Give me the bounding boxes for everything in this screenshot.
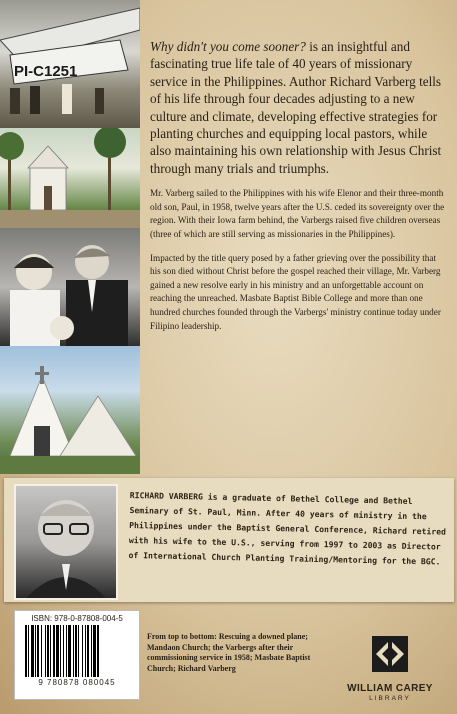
barcode-bar — [31, 625, 34, 677]
photo-strip — [0, 0, 140, 474]
barcode-bar — [28, 625, 29, 677]
publisher-logo-icon — [370, 634, 410, 674]
barcode-bar — [35, 625, 36, 677]
book-title-italic: Why didn't you come sooner? — [150, 39, 306, 54]
barcode-bar — [50, 625, 51, 677]
publisher-name: WILLIAM CAREY — [347, 683, 433, 694]
family-illustration — [0, 228, 140, 346]
barcode-bar — [60, 625, 61, 677]
barcode-bar — [37, 625, 39, 677]
barcode-bar — [47, 625, 49, 677]
plane-illustration — [0, 0, 140, 128]
photo-caption: From top to bottom: Rescuing a downed plane; Mandaon Church; the Varbergs after their commissioning service in 1958; Masbate Baptist Church; Richard Varberg — [147, 632, 311, 673]
photo-plane-rescue — [0, 0, 140, 128]
photo-masbate-church — [0, 346, 140, 474]
author-photo — [14, 484, 118, 600]
photo-mandaon-church — [0, 128, 140, 228]
barcode-bar — [82, 625, 83, 677]
publisher-sub: LIBRARY — [369, 695, 411, 702]
publisher-block — [340, 634, 440, 702]
author-portrait — [16, 486, 116, 598]
barcode-bar — [91, 625, 92, 677]
barcode-bar — [97, 625, 99, 677]
photo-varbergs-1958 — [0, 228, 140, 346]
barcode-box — [14, 610, 140, 700]
lead-text: is an insightful and fascinating true life tale of 40 years of missionary service in the Philippines. Author Richard Varberg tells of his life through four decades adjusting to a new culture and climate, developing effective strategies for planting churches and equipping local pastors, while also maintaining his own relationship with Jesus Christ through many trials and triumphs. — [150, 39, 442, 176]
barcode-bar — [53, 625, 55, 677]
paragraph-impacted: Impacted by the title query posed by a father grieving over the possibility that his son died without Christ before the gospel reached their village, Mr. Varberg gained a new resolve early in his ministry and an unforgettable account on reaching the unreached. Masbate Baptist Bible College and more than one hundred churches founded through the Varbergs' ministry continue today under Filipino leadership. — [150, 252, 441, 331]
barcode-bar — [25, 625, 27, 677]
barcode-bar — [63, 625, 64, 677]
paragraph-varberg-sailed: Mr. Varberg sailed to the Philippines with his wife Elenor and their three-month old son, Paul, in 1958, twelve years after the U.S. ceded its sovereignty over the region. With their Iowa farm behind, the Varbergs raised five children overseas (three of which are still serving as missionaries in the Philippines). — [150, 188, 445, 240]
barcode-bar — [45, 625, 46, 677]
barcode-bar — [87, 625, 89, 677]
lead-paragraph — [150, 38, 445, 177]
barcode-bar — [85, 625, 86, 677]
barcode-number: 9 780878 080045 — [38, 678, 116, 687]
barcode-bar — [66, 625, 67, 677]
plane-registration: PI-C1251 — [14, 63, 78, 80]
author-bio-card — [4, 478, 454, 602]
barcode-bar — [73, 625, 74, 677]
barcode-bar — [68, 625, 71, 677]
author-bio: RICHARD VARBERG is a graduate of Bethel College and Bethel Seminary of St. Paul, Minn. After 40 years of ministry in the Philippines under the Baptist General Conference, Richard retired with his wife to the U.S., serving from 1997 to 2003 as Director of International Church Planting Training/Mentoring for the BGC. — [128, 489, 447, 567]
church-illustration — [0, 128, 140, 228]
barcode-bar — [78, 625, 79, 677]
masbate-church-illustration — [0, 346, 140, 474]
barcode-bar — [41, 625, 42, 677]
isbn-text: ISBN: 978-0-87808-004-5 — [31, 614, 123, 623]
barcode-bar — [56, 625, 59, 677]
barcode-bar — [93, 625, 96, 677]
barcode-bar — [75, 625, 77, 677]
back-cover-text — [150, 38, 445, 343]
barcode-bars — [22, 625, 132, 677]
